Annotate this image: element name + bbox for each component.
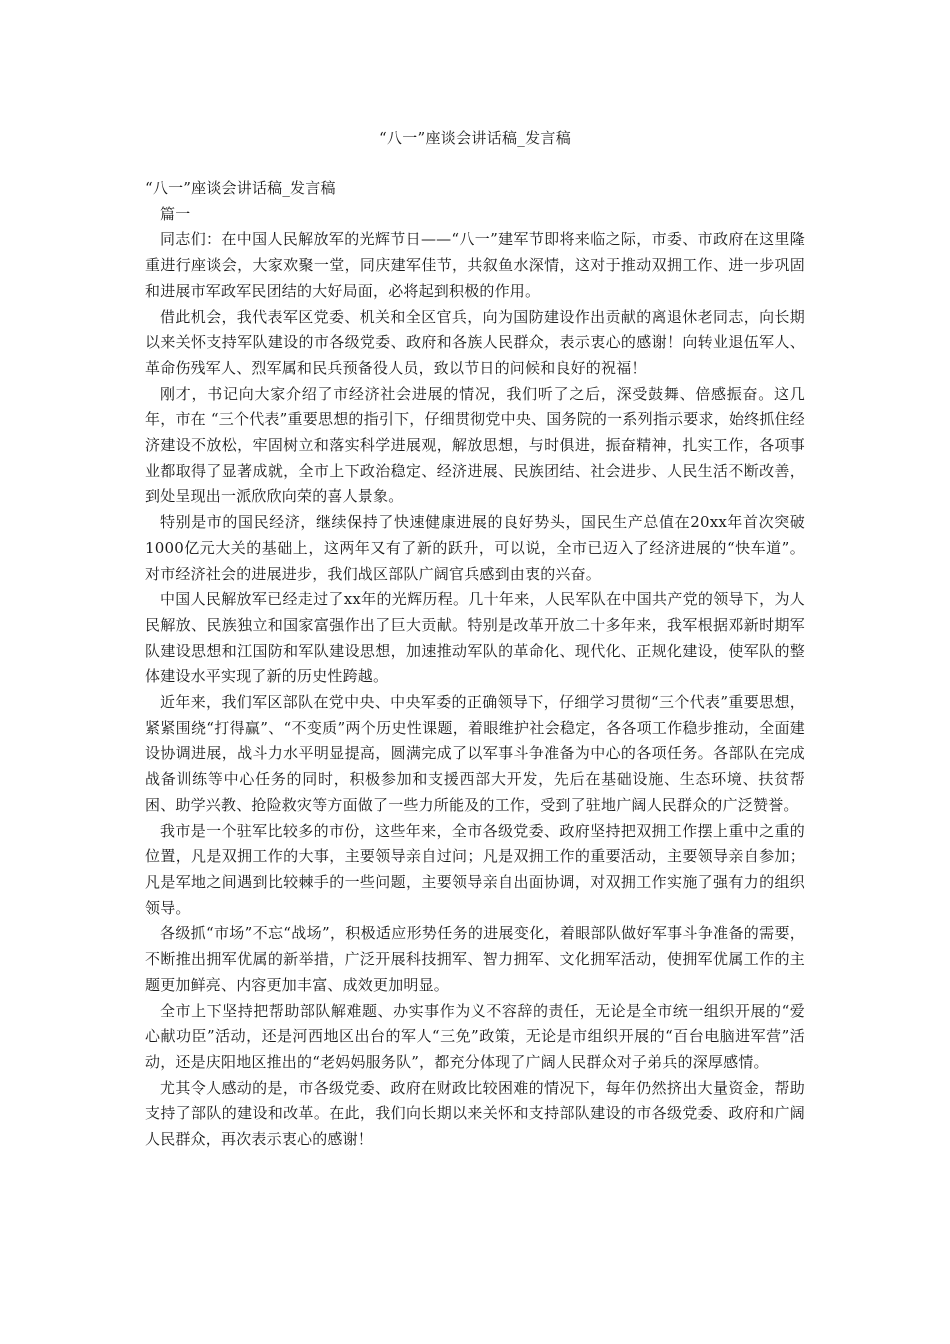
paragraph: 借此机会，我代表军区党委、机关和全区官兵，向为国防建设作出贡献的离退休老同志，向长期以来关怀支持军队建设的市各级党委、政府和各族人民群众，表示衷心的感谢！向转业退伍军人、革命伤残军人、烈军属和民兵预备役人员，致以节日的问候和良好的祝福！ [145, 307, 805, 377]
document-body [145, 176, 805, 1153]
paragraph: 中国人民解放军已经走过了xx年的光辉历程。几十年来，人民军队在中国共产党的领导下，为人民解放、民族独立和国家富强作出了巨大贡献。特别是改革开放二十多年来，我军根据邓新时期军队建设思想和江国防和军队建设思想，加速推动军队的革命化、现代化、正规化建设，使军队的整体建设水平实现了新的历史性跨越。 [145, 590, 805, 686]
section-heading: 篇一 [160, 204, 191, 223]
page-title: “八一”座谈会讲话稿_发言稿 [378, 129, 572, 147]
document-subtitle: “八一”座谈会讲话稿_发言稿 [145, 179, 336, 197]
paragraph: 特别是市的国民经济，继续保持了快速健康进展的良好势头，国民生产总值在20xx年首次突破 1000亿元大关的基础上，这两年又有了新的跃升，可以说，全市已迈入了经济进展的“快车道”。对市经济社会的进展进步，我们战区部队广阔官兵感到由衷的兴奋。 [145, 513, 805, 583]
paragraph: 各级抓“市场”不忘“战场”，积极适应形势任务的进展变化，着眼部队做好军事斗争准备的需要，不断推出拥军优属的新举措，广泛开展科技拥军、智力拥军、文化拥军活动，使拥军优属工作的主题更加鲜亮、内容更加丰富、成效更加明显。 [145, 924, 805, 994]
paragraph: 我市是一个驻军比较多的市份，这些年来，全市各级党委、政府坚持把双拥工作摆上重中之重的位置，凡是双拥工作的大事，主要领导亲自过问；凡是双拥工作的重要活动，主要领导亲自参加；凡是军地之间遇到比较棘手的一些问题，主要领导亲自出面协调，对双拥工作实施了强有力的组织领导。 [145, 821, 805, 917]
paragraph: 刚才，书记向大家介绍了市经济社会进展的情况，我们听了之后，深受鼓舞、倍感振奋。这几年，市在 “三个代表”重要思想的指引下，仔细贯彻党中央、国务院的一系列指示要求，始终抓住经济建设不放松，牢固树立和落实科学进展观，解放思想，与时俱进，振奋精神，扎实工作，各项事业都取得了显著成就，全市上下政治稳定、经济进展、民族团结、社会进步、人民生活不断改善，到处呈现出一派欣欣向荣的喜人景象。 [145, 384, 805, 506]
paragraph: 全市上下坚持把帮助部队解难题、办实事作为义不容辞的责任，无论是全市统一组织开展的“爱心献功臣”活动，还是河西地区出台的军人“三免”政策，无论是市组织开展的“百台电脑进军营”活动，还是庆阳地区推出的“老妈妈服务队”，都充分体现了广阔人民群众对子弟兵的深厚感情。 [145, 1001, 805, 1071]
paragraph: 同志们：在中国人民解放军的光辉节日——“八一”建军节即将来临之际，市委、市政府在这里隆重进行座谈会，大家欢聚一堂，同庆建军佳节，共叙鱼水深情，这对于推动双拥工作、进一步巩固和进展市军政军民团结的大好局面，必将起到积极的作用。 [145, 230, 805, 300]
paragraph: 尤其令人感动的是，市各级党委、政府在财政比较困难的情况下，每年仍然挤出大量资金，帮助支持了部队的建设和改革。在此，我们向长期以来关怀和支持部队建设的市各级党委、政府和广阔人民群众，再次表示衷心的感谢！ [145, 1078, 805, 1149]
paragraph: 近年来，我们军区部队在党中央、中央军委的正确领导下，仔细学习贯彻“三个代表”重要思想，紧紧围绕“打得赢”、“不变质”两个历史性课题，着眼维护社会稳定，各各项工作稳步推动，全面建设协调进展，战斗力水平明显提高，圆满完成了以军事斗争准备为中心的各项任务。各部队在完成战备训练等中心任务的同时，积极参加和支援西部大开发，先后在基础设施、生态环境、扶贫帮困、助学兴教、抢险救灾等方面做了一些力所能及的工作，受到了驻地广阔人民群众的广泛赞誉。 [145, 693, 805, 814]
